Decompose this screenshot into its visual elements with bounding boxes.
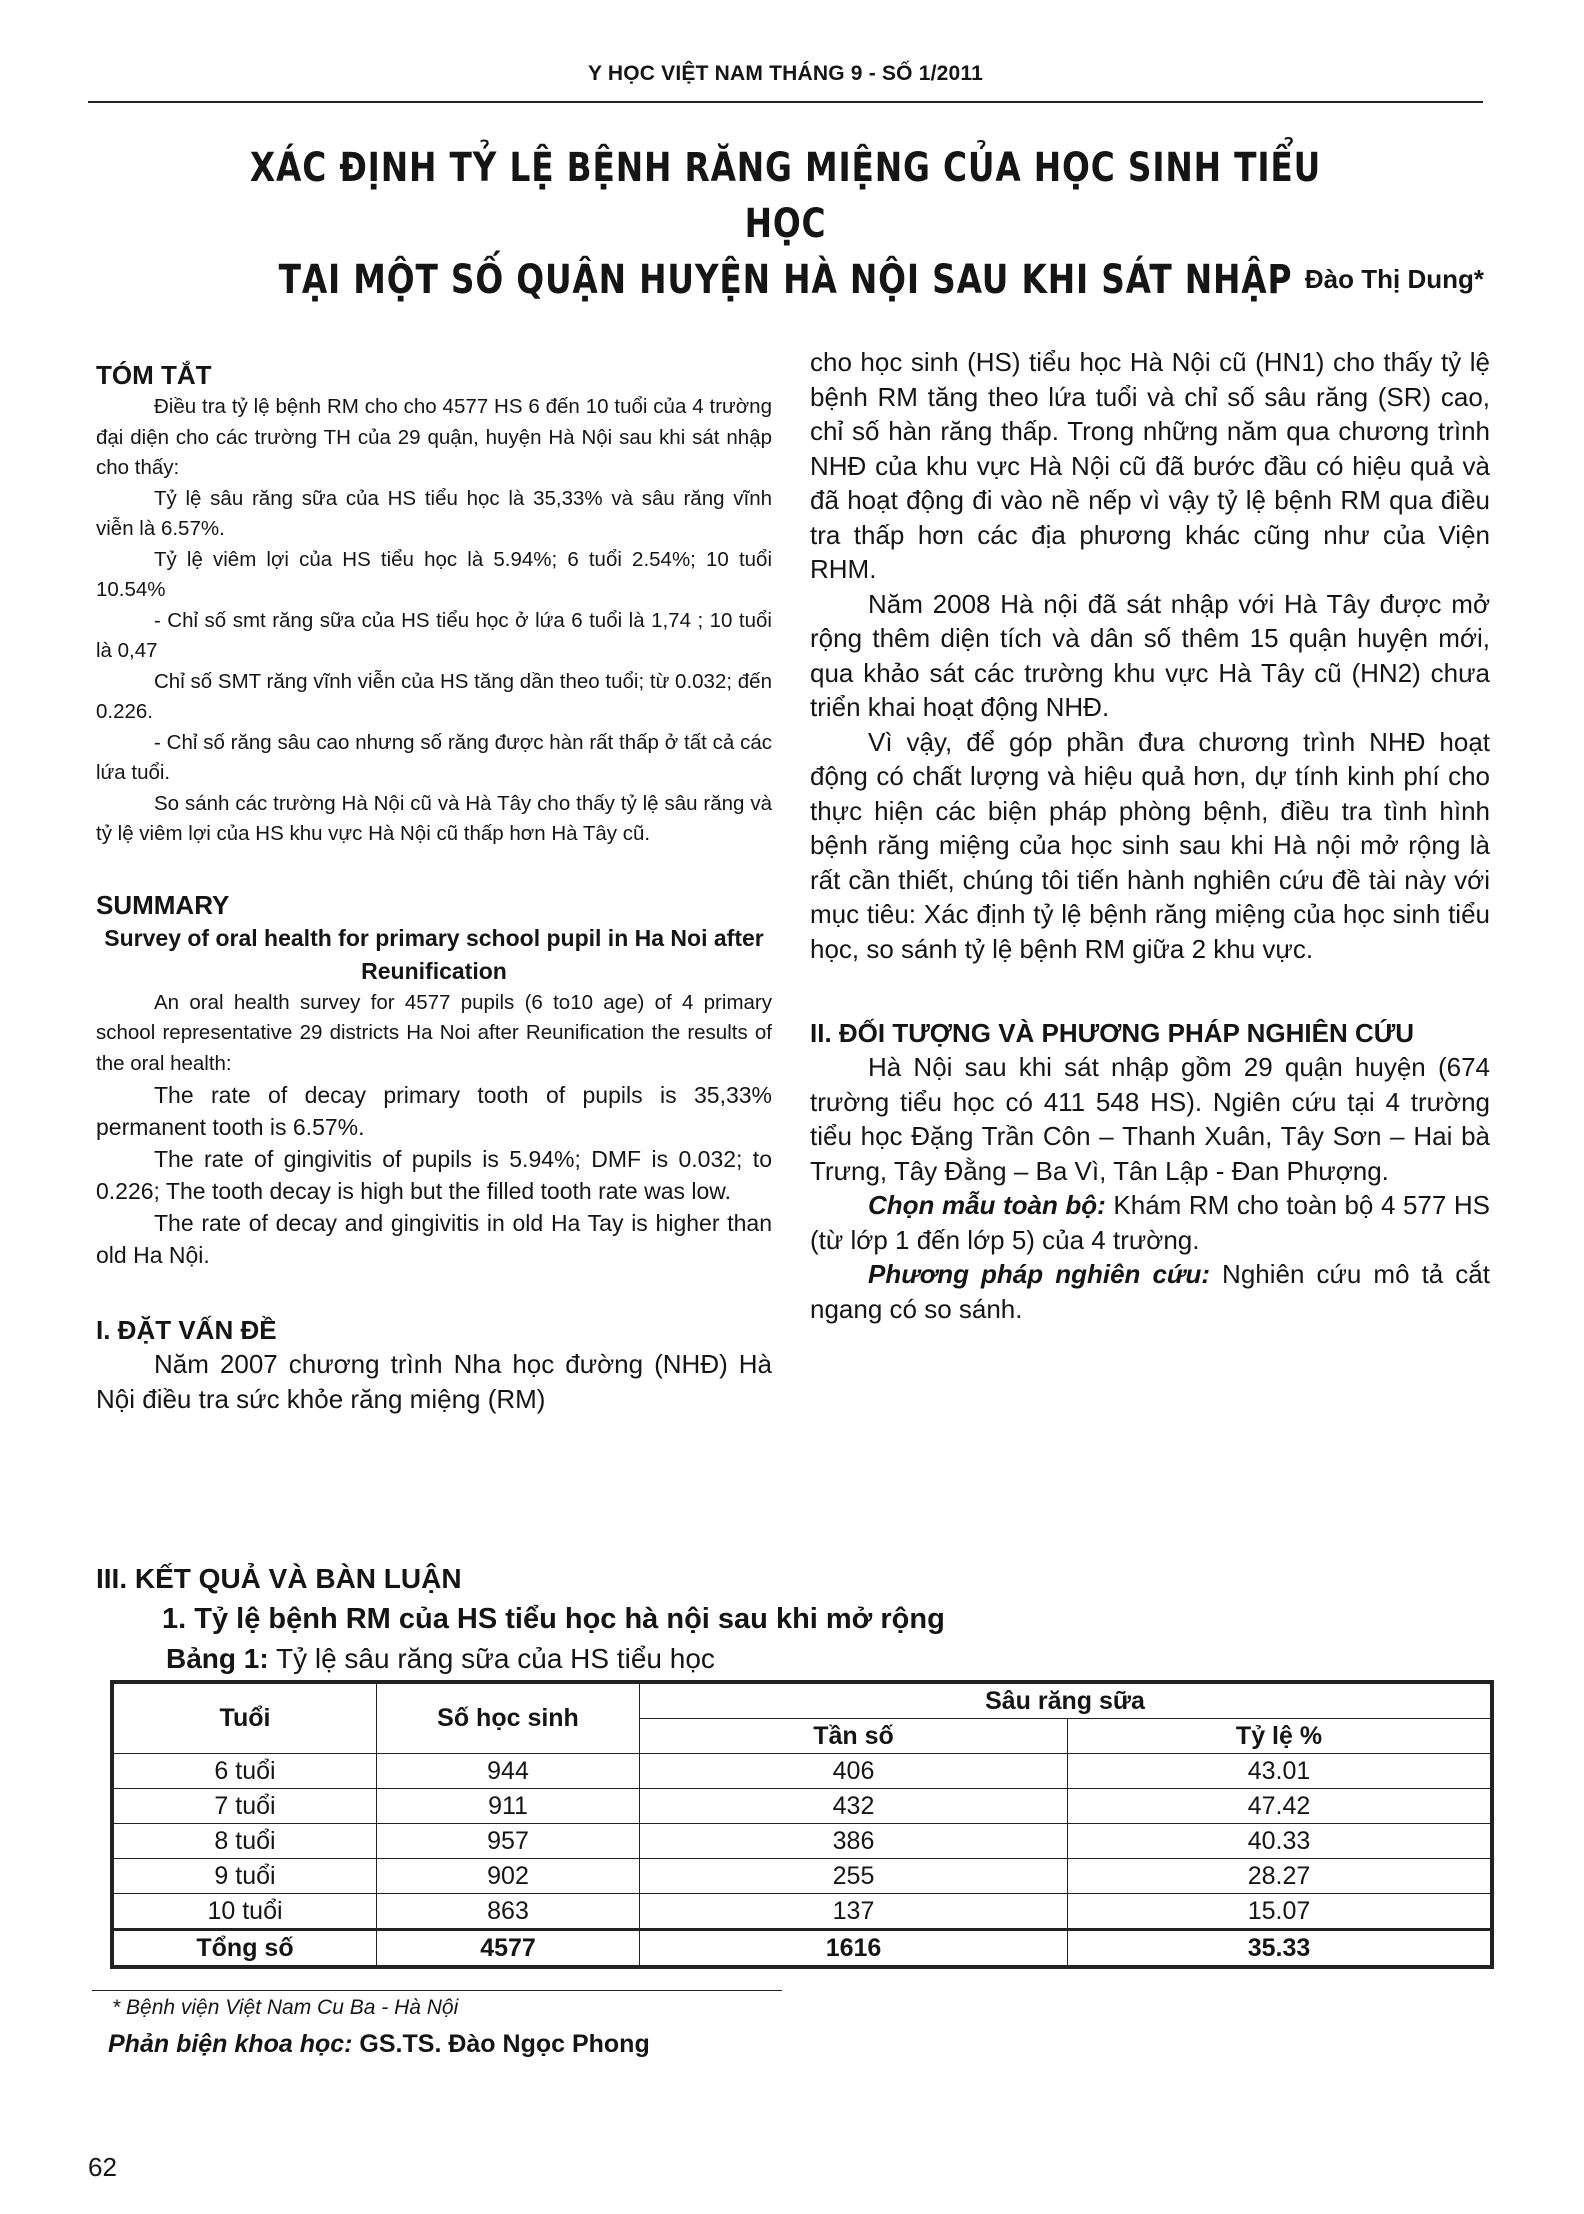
section-1-paragraph-2: Năm 2008 Hà nội đã sát nhập với Hà Tây được mở rộng thêm diện tích và dân số thêm 15 quận huyện mới, qua khảo sát các trường khu vực Hà Tây cũ (HN2) chưa triển khai hoạt động NHĐ. bbox=[810, 588, 1490, 722]
table-caption-label: Bảng 1: bbox=[166, 1643, 269, 1674]
table-row bbox=[114, 1859, 1491, 1894]
section-3-subheading: 1. Tỷ lệ bệnh RM của HS tiểu học hà nội sau khi mở rộng bbox=[162, 1603, 945, 1635]
tomtat-paragraph-5: Chỉ số SMT răng vĩnh viễn của HS tăng dần theo tuổi; từ 0.032; đến 0.226. bbox=[96, 669, 772, 723]
students-cell: 957 bbox=[377, 1824, 640, 1859]
tomtat-paragraph-1: Điều tra tỷ lệ bệnh RM cho cho 4577 HS 6 đến 10 tuổi của 4 trường đại diện cho các trường TH của 29 quận, huyện Hà Nội sau khi sát nhập cho thấy: bbox=[96, 395, 772, 479]
right-column bbox=[810, 345, 1490, 1326]
frequency-cell: 137 bbox=[640, 1894, 1068, 1930]
section-1-heading: I. ĐẶT VẤN ĐỀ bbox=[96, 1315, 277, 1345]
age-cell: 10 tuổi bbox=[114, 1894, 377, 1930]
frequency-cell: 432 bbox=[640, 1789, 1068, 1824]
table-caption-text: Tỷ lệ sâu răng sữa của HS tiểu học bbox=[268, 1643, 715, 1674]
summary-paragraph-2: The rate of decay primary tooth of pupils is 35,33% permanent tooth is 6.57%. bbox=[96, 1082, 772, 1140]
reviewer-name: GS.TS. Đào Ngọc Phong bbox=[352, 2030, 650, 2058]
section-2-paragraph-1: Hà Nội sau khi sát nhập gồm 29 quận huyện (674 trường tiểu học có 411 548 HS). Ngiên cứu tại 4 trường tiểu học Đặng Trần Côn – Thanh Xuân, Tây Sơn – Hai bà Trưng, Tây Đằng – Ba Vì, Tân Lập - Đan Phượng. bbox=[810, 1052, 1490, 1186]
rate-cell: 47.42 bbox=[1068, 1789, 1491, 1824]
decay-table bbox=[110, 1680, 1494, 1969]
method-text: Nghiên cứu mô tả cắt ngang có so sánh. bbox=[810, 1259, 1490, 1324]
summary-paragraph-3: The rate of gingivitis of pupils is 5.94%; DMF is 0.032; to 0.226; The tooth decay is high but the filled tooth rate was low. bbox=[96, 1146, 772, 1204]
tomtat-paragraph-7: So sánh các trường Hà Nội cũ và Hà Tây cho thấy tỷ lệ sâu răng và tỷ lệ viêm lợi của HS khu vực Hà Nội cũ thấp hơn Hà Tây cũ. bbox=[96, 791, 772, 845]
section-1-paragraph-3: Vì vậy, để góp phần đưa chương trình NHĐ hoạt động có chất lượng và hiệu quả hơn, dự tính kinh phí cho thực hiện các biện pháp phòng bệnh, điều tra tình hình bệnh răng miệng của học sinh sau khi Hà nội mở rộng là rất cần thiết, chúng tôi tiến hành nghiên cứu đề tài này với mục tiêu: Xác định tỷ lệ bệnh răng miệng của học sinh tiểu học, so sánh tỷ lệ bệnh RM giữa 2 khu vực. bbox=[810, 726, 1490, 964]
reviewer-line bbox=[108, 2030, 650, 2059]
total-students-cell: 4577 bbox=[377, 1930, 640, 1966]
sampling-label: Chọn mẫu toàn bộ: bbox=[868, 1190, 1106, 1220]
age-cell: 8 tuổi bbox=[114, 1824, 377, 1859]
reviewer-label: Phản biện khoa học: bbox=[108, 2030, 353, 2058]
students-cell: 944 bbox=[377, 1754, 640, 1789]
total-frequency-cell: 1616 bbox=[640, 1930, 1068, 1966]
summary-paragraph-1: An oral health survey for 4577 pupils (6 to10 age) of 4 primary school representative 29 districts Ha Noi after Reunification the results of the oral health: bbox=[96, 990, 772, 1075]
tomtat-paragraph-6: - Chỉ số răng sâu cao nhưng số răng được hàn rất thấp ở tất cả các lứa tuổi. bbox=[96, 730, 772, 784]
paper-title bbox=[214, 140, 1358, 308]
frequency-cell: 255 bbox=[640, 1859, 1068, 1894]
author: Đào Thị Dung* bbox=[1304, 264, 1484, 294]
rate-cell: 28.27 bbox=[1068, 1859, 1491, 1894]
rate-cell: 15.07 bbox=[1068, 1894, 1491, 1930]
table-total-row bbox=[114, 1930, 1491, 1966]
rate-cell: 43.01 bbox=[1068, 1754, 1491, 1789]
method-label: Phương pháp nghiên cứu: bbox=[868, 1259, 1211, 1289]
footnote: * Bệnh viện Việt Nam Cu Ba - Hà Nội bbox=[112, 1996, 459, 2019]
table-header-group: Sâu răng sữa bbox=[640, 1684, 1491, 1719]
section-1-paragraph-1-continued: cho học sinh (HS) tiểu học Hà Nội cũ (HN1) cho thấy tỷ lệ bệnh RM tăng theo lứa tuổi và chỉ số sâu răng (SR) cao, chỉ số hàn răng thấp. Trong những năm qua chương trình NHĐ của khu vực Hà Nội cũ đã bước đầu có hiệu quả và đã hoạt động đi vào nề nếp vì vậy tỷ lệ bệnh RM qua điều tra thấp hơn các địa phương khác cũng như của Viện RHM. bbox=[810, 347, 1490, 584]
page-number: 62 bbox=[88, 2152, 117, 2182]
tomtat-paragraph-3: Tỷ lệ viêm lợi của HS tiểu học là 5.94%; 6 tuổi 2.54%; 10 tuổi 10.54% bbox=[96, 547, 772, 601]
sampling-text: Khám RM cho toàn bộ 4 577 HS (từ lớp 1 đến lớp 5) của 4 trường. bbox=[810, 1190, 1491, 1255]
summary-heading: SUMMARY bbox=[96, 889, 230, 920]
journal-header: Y HỌC VIỆT NAM THÁNG 9 - SỐ 1/2011 bbox=[587, 62, 983, 85]
students-cell: 902 bbox=[377, 1859, 640, 1894]
section-1-paragraph-1: Năm 2007 chương trình Nha học đường (NHĐ) Hà Nội điều tra sức khỏe răng miệng (RM) bbox=[96, 1349, 772, 1414]
header-rule bbox=[88, 101, 1483, 103]
total-age-cell: Tổng số bbox=[114, 1930, 377, 1966]
title-line-1: XÁC ĐỊNH TỶ LỆ BỆNH RĂNG MIỆNG CỦA HỌC SINH TIỂU HỌC bbox=[249, 145, 1322, 247]
table-row bbox=[114, 1754, 1491, 1789]
rate-cell: 40.33 bbox=[1068, 1824, 1491, 1859]
left-column-abstract bbox=[96, 358, 772, 1416]
table-header-rate: Tỷ lệ % bbox=[1068, 1719, 1491, 1754]
table-caption bbox=[166, 1643, 715, 1675]
frequency-cell: 386 bbox=[640, 1824, 1068, 1859]
tomtat-heading: TÓM TẮT bbox=[96, 360, 212, 390]
tomtat-paragraph-2: Tỷ lệ sâu răng sữa của HS tiểu học là 35,33% và sâu răng vĩnh viễn là 6.57%. bbox=[96, 486, 772, 540]
table-row bbox=[114, 1894, 1491, 1930]
age-cell: 7 tuổi bbox=[114, 1789, 377, 1824]
students-cell: 911 bbox=[377, 1789, 640, 1824]
title-line-2: TẠI MỘT SỐ QUẬN HUYỆN HÀ NỘI SAU KHI SÁT NHẬP bbox=[278, 257, 1293, 303]
table-row bbox=[114, 1789, 1491, 1824]
summary-subtitle: Survey of oral health for primary school pupil in Ha Noi after Reunification bbox=[104, 924, 764, 984]
table-row bbox=[114, 1824, 1491, 1859]
table-header-frequency: Tần số bbox=[640, 1719, 1068, 1754]
section-2-paragraph-3 bbox=[810, 1257, 1490, 1326]
section-2-heading: II. ĐỐI TƯỢNG VÀ PHƯƠNG PHÁP NGHIÊN CỨU bbox=[810, 1018, 1415, 1048]
section-2-paragraph-2 bbox=[810, 1188, 1490, 1257]
students-cell: 863 bbox=[377, 1894, 640, 1930]
total-rate-cell: 35.33 bbox=[1068, 1930, 1491, 1966]
table-header-students: Số học sinh bbox=[377, 1684, 640, 1754]
summary-paragraph-4: The rate of decay and gingivitis in old Ha Tay is higher than old Ha Nội. bbox=[96, 1210, 772, 1268]
age-cell: 6 tuổi bbox=[114, 1754, 377, 1789]
frequency-cell: 406 bbox=[640, 1754, 1068, 1789]
table-header-age: Tuổi bbox=[114, 1684, 377, 1754]
age-cell: 9 tuổi bbox=[114, 1859, 377, 1894]
tomtat-paragraph-4: - Chỉ số smt răng sữa của HS tiểu học ở lứa 6 tuổi là 1,74 ; 10 tuổi là 0,47 bbox=[96, 608, 772, 662]
section-3-heading: III. KẾT QUẢ VÀ BÀN LUẬN bbox=[96, 1563, 462, 1594]
footnote-rule bbox=[92, 1990, 782, 1991]
